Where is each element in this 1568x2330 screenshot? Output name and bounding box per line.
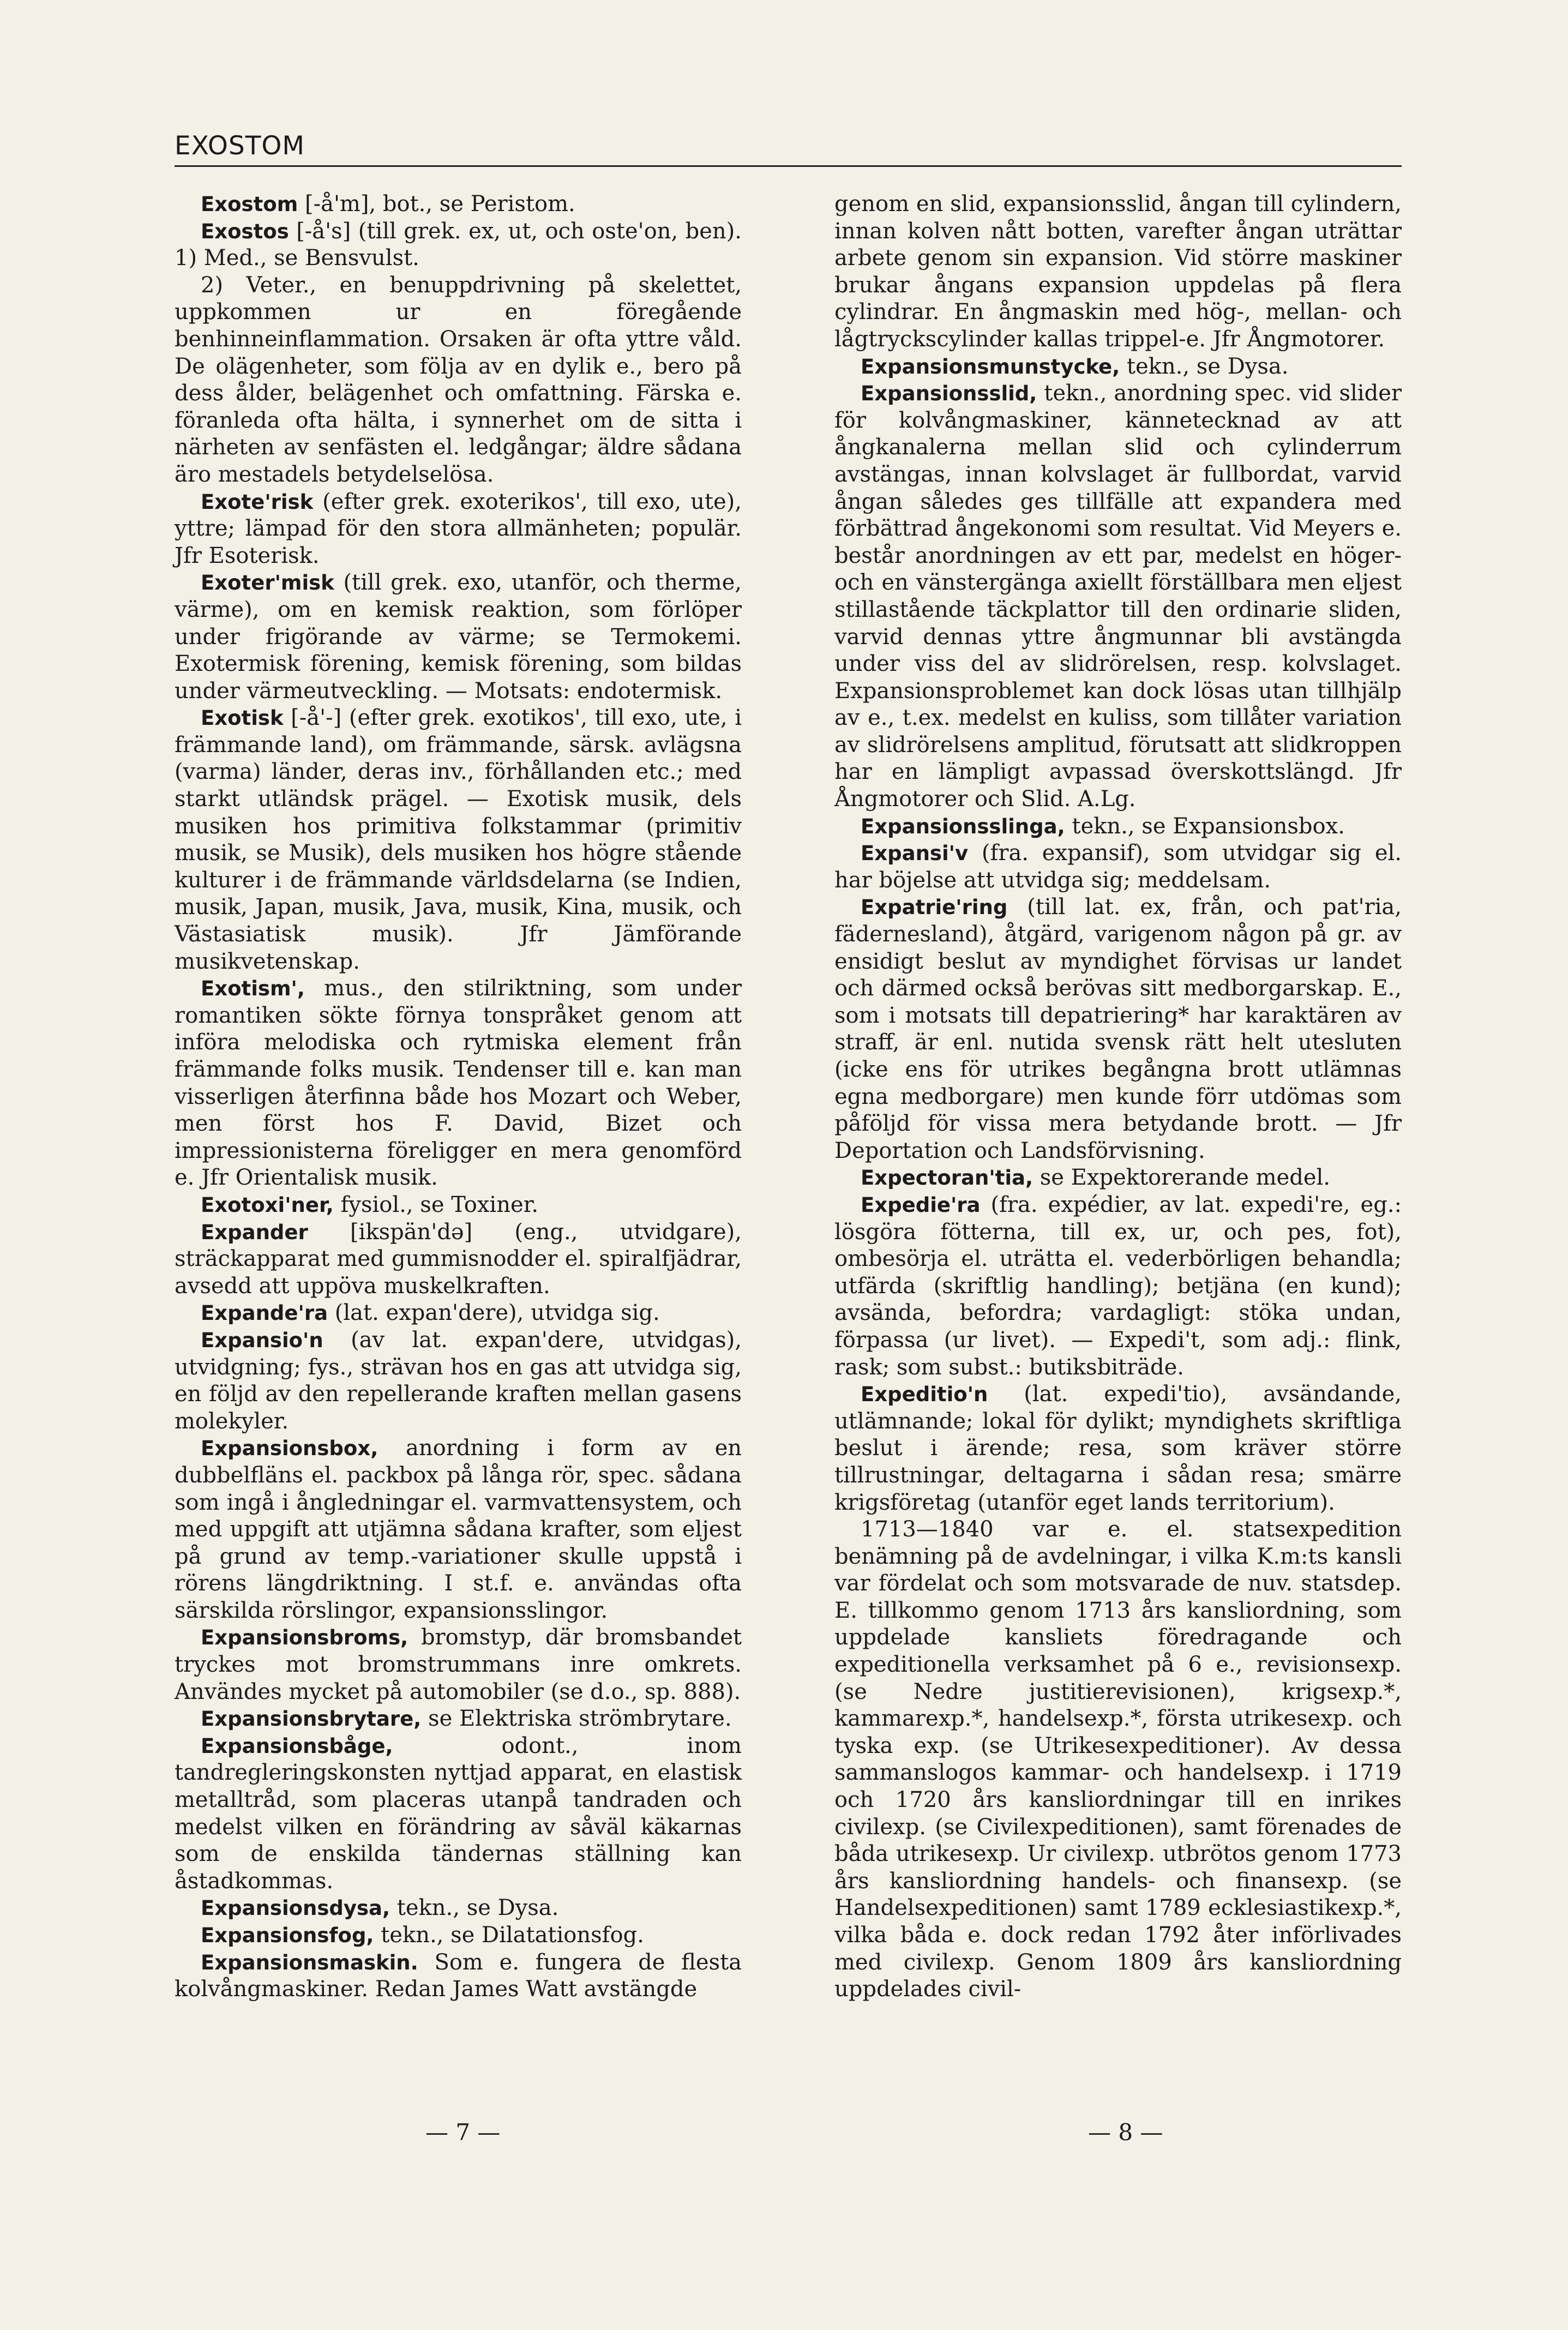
entry-text: Som e. fungera de flesta kolvångmaskiner. Redan James Watt avstängde <box>175 1949 742 2002</box>
entry <box>175 218 742 272</box>
entry <box>175 1219 742 1300</box>
entry-text: tekn., se Dysa. <box>396 1895 559 1921</box>
entry <box>175 1733 742 1895</box>
entry-text: se Expektorerande medel. <box>1040 1165 1331 1191</box>
headword: Exoter'misk <box>201 571 334 595</box>
entry <box>834 1164 1402 1192</box>
entry <box>834 191 1402 353</box>
page-number-left: — 7 — <box>425 2119 501 2146</box>
entry <box>834 840 1402 894</box>
entry <box>175 191 742 218</box>
entry <box>834 1516 1402 2003</box>
entry <box>834 813 1402 840</box>
headword: Expeditio'n <box>861 1383 988 1407</box>
entry <box>834 1192 1402 1381</box>
right-column <box>834 191 1402 2003</box>
headword: Expansionsmaskin. <box>201 1950 418 1974</box>
entry-text: (efter grek. exoterikos', till exo, ute), yttre; lämpad för den stora allmänheten; populär. Jfr Esoterisk. <box>175 489 742 568</box>
entry-text: anordning i form av en dubbelfläns el. packbox på långa rör, spec. sådana som ingå i ångledningar el. varmvattensystem, och med uppgift att utjämna sådana krafter, som eljest på grund av temp.-variationer skulle uppstå i rörens längdriktning. I st.f. e. användas ofta särskilda rörslingor, expansionsslingor. <box>175 1436 742 1623</box>
headword: Expansio'n <box>201 1328 323 1352</box>
entry-text: (till lat. ex, från, och pat'ria, fädernesland), åtgärd, varigenom någon på gr. av ensidigt beslut av myndighet förvisas ur landet och därmed också berövas sitt medborgarskap. E., som i motsats till depatriering* har karaktären av straff, är enl. nutida svensk rätt helt utesluten (icke ens för utrikes begångna brott utlämnas egna medborgare) men kunde förr utdömas som påföljd för vissa mera betydande brott. — Jfr Deportation och Landsförvisning. <box>834 894 1402 1163</box>
entry <box>834 1381 1402 1516</box>
headword: Expectoran'tia, <box>861 1166 1034 1190</box>
headword: Expande'ra <box>201 1301 328 1325</box>
headword: Expansionsbox, <box>201 1437 379 1461</box>
entry <box>175 272 742 489</box>
entry <box>175 1706 742 1733</box>
entry <box>175 1624 742 1706</box>
entry-text: [-å's] (till grek. ex, ut, och oste'on, ben). 1) Med., se Bensvulst. <box>175 218 742 271</box>
page-title: EXOSTOM <box>175 131 305 161</box>
headword: Expedie'ra <box>861 1193 981 1217</box>
entry-text: tekn., se Dysa. <box>1126 353 1289 379</box>
headword: Expansionsdysa, <box>201 1896 391 1920</box>
entry <box>175 1192 742 1219</box>
entry <box>175 1895 742 1922</box>
entry-text: (lat. expan'dere), utvidga sig. <box>334 1300 660 1326</box>
headword: Exotoxi'ner, <box>201 1193 334 1217</box>
entry-text: fysiol., se Toxiner. <box>340 1192 539 1217</box>
headword: Expansionsmunstycke, <box>861 355 1120 379</box>
entry <box>834 353 1402 381</box>
running-header <box>175 131 1402 167</box>
entry-text: se Elektriska strömbrytare. <box>428 1706 732 1732</box>
headword: Expatrie'ring <box>861 896 1008 920</box>
entry <box>175 1922 742 1949</box>
entry <box>175 1435 742 1624</box>
entry-text: (fra. expédier, av lat. expedi're, eg.: lösgöra fötterna, till ex, ur, och pes, fot), ombesörja el. uträtta el. vederbörligen behandla; utfärda (skriftlig handling); betjäna (en kund); avsända, befordra; vardagligt: stöka undan, förpassa (ur livet). — Expedi't, som adj.: flink, rask; som subst.: butiksbiträde. <box>834 1192 1402 1380</box>
entry-text: [-å'm], bot., se Peristom. <box>304 191 575 217</box>
entry <box>175 489 742 570</box>
headword: Expander <box>201 1220 308 1244</box>
headword: Expansionsbrytare, <box>201 1707 422 1731</box>
entry <box>834 894 1402 1164</box>
entry <box>175 975 742 1192</box>
entry-text: tekn., se Dilatationsfog. <box>381 1923 644 1948</box>
headword: Expansionsbroms, <box>201 1626 408 1650</box>
entry <box>175 705 742 975</box>
entry-text: 2) Veter., en benuppdrivning på skelettet, uppkommen ur en föregående benhinneinflammation. Orsaken är ofta yttre våld. De olägenheter, som följa av en dylik e., bero på dess ålder, belägenhet och omfattning. Färska e. föranleda ofta hälta, i synnerhet om de sitta i närheten av senfästen el. ledgångar; äldre sådana äro mestadels betydelselösa. <box>175 272 742 487</box>
headword: Expansionsslid, <box>861 382 1037 406</box>
headword: Expansionsbåge, <box>201 1734 393 1758</box>
entry <box>175 1300 742 1327</box>
headword: Expansionsfog, <box>201 1924 374 1947</box>
entry-text: tekn., se Expansionsbox. <box>1072 813 1345 839</box>
entry-text: (till grek. exo, utanför, och therme, värme), om en kemisk reaktion, som förlöper under frigörande av värme; se Termokemi. Exotermisk förening, kemisk förening, som bildas under värmeutveckling. — Motsats: endotermisk. <box>175 570 742 704</box>
headword: Exotism', <box>201 977 305 1001</box>
headword: Expansi'v <box>861 842 969 866</box>
entry-text: [-å'-] (efter grek. exotikos', till exo, ute, i främmande land), om främmande, särsk. avlägsna (varma) länder, deras inv., förhållanden etc.; med starkt utländsk prägel. — Exotisk musik, dels musiken hos primitiva folkstammar (primitiv musik, se Musik), dels musiken hos högre stående kulturer i de främmande världsdelarna (se Indien, musik, Japan, musik, Java, musik, Kina, musik, och Västasiatisk musik). Jfr Jämförande musikvetenskap. <box>175 705 742 974</box>
entry-text: (lat. expedi'tio), avsändande, utlämnande; lokal för dylikt; myndighets skriftliga beslut i ärende; resa, som kräver större tillrustningar, deltagarna i sådan resa; smärre krigsföretag (utanför eget lands territorium). <box>834 1382 1402 1515</box>
headword: Exote'risk <box>201 490 314 514</box>
entry-text: odont., inom tandregleringskonsten nyttjad apparat, en elastisk metalltråd, som placeras utanpå tandraden och medelst vilken en förändring av såväl käkarnas som de enskilda tändernas ställning kan åstadkommas. <box>175 1733 742 1894</box>
entry-text: bromstyp, där bromsbandet tryckes mot bromstrummans inre omkrets. Användes mycket på automobiler (se d.o., sp. 888). <box>175 1625 742 1704</box>
entry-text: 1713—1840 var e. el. statsexpedition benämning på de avdelningar, i vilka K.m:ts kansli var fördelat och som motsvarade de nuv. statsdep. E. tillkommo genom 1713 års kansliordning, som uppdelade kansliets föredragande och expeditionella verksamhet på 6 e., revisionsexp. (se Nedre justitierevisionen), krigsexp.*, kammarexp.*, handelsexp.*, första utrikesexp. och tyska exp. (se Utrikesexpeditioner). Av dessa sammanslogos kammar- och handelsexp. i 1719 och 1720 års kansliordningar till en inrikes civilexp. (se Civilexpeditionen), samt förenades de båda utrikesexp. Ur civilexp. utbrötos genom 1773 års kansliordning handels- och finansexp. (se Handelsexpeditionen) samt 1789 ecklesiastikexp.*, vilka båda e. dock redan 1792 åter införlivades med civilexp. Genom 1809 års kansliordning uppdelades civil- <box>834 1517 1402 2002</box>
entry-text: [ikspän'də] (eng., utvidgare), sträckapparat med gummisnodder el. spiralfjädrar, avsedd att uppöva muskelkraften. <box>175 1219 742 1299</box>
left-column <box>175 191 742 2003</box>
entry-text: genom en slid, expansionsslid, ångan till cylindern, innan kolven nått botten, varefter ångan uträttar arbete genom sin expansion. Vid större maskiner brukar ångans expansion uppdelas på flera cylindrar. En ångmaskin med hög-, mellan- och lågtryckscylinder kallas trippel-e. Jfr Ångmotorer. <box>834 191 1402 352</box>
entry-text: tekn., anordning spec. vid slider för kolvångmaskiner, kännetecknad av att ångkanalerna mellan slid och cylinderrum avstängas, innan kolvslaget är fullbordat, varvid ångan således ges tillfälle att expandera med förbättrad ångekonomi som resultat. Vid Meyers e. består anordningen av ett par, medelst en höger- och en vänstergänga axiellt förställbara men eljest stillastående täckplattor till den ordinarie sliden, varvid dennas yttre ångmunnar bli avstängda under viss del av slidrörelsen, resp. kolvslaget. Expansionsproblemet kan dock lösas utan tillhjälp av e., t.ex. medelst en kuliss, som tillåter variation av slidrörelsens amplitud, förutsatt att slidkroppen har en lämpligt avpassad överskottslängd. Jfr Ångmotorer och Slid. A.Lg. <box>834 381 1402 812</box>
headword: Expansionsslinga, <box>861 814 1065 838</box>
page-number-right: — 8 — <box>1088 2119 1163 2146</box>
entry-text: (fra. expansif), som utvidgar sig el. har böjelse att utvidga sig; meddelsam. <box>834 840 1402 893</box>
entry <box>175 1327 742 1435</box>
entry-text: mus., den stilriktning, som under romantiken sökte förnya tonspråket genom att införa melodiska och rytmiska element från främmande folks musik. Tendenser till e. kan man visserligen återfinna både hos Mozart och Weber, men först hos F. David, Bizet och impressionisterna föreligger en mera genomförd e. Jfr Orientalisk musik. <box>175 976 742 1191</box>
headword: Exostom <box>201 193 298 216</box>
entry <box>834 380 1402 813</box>
headword: Exotisk <box>201 706 284 730</box>
headword: Exostos <box>201 219 289 243</box>
entry <box>175 1949 742 2003</box>
entry-text: (av lat. expan'dere, utvidgas), utvidgning; fys., strävan hos en gas att utvidga sig, en följd av den repellerande kraften mellan gasens molekyler. <box>175 1327 742 1434</box>
entry <box>175 569 742 705</box>
